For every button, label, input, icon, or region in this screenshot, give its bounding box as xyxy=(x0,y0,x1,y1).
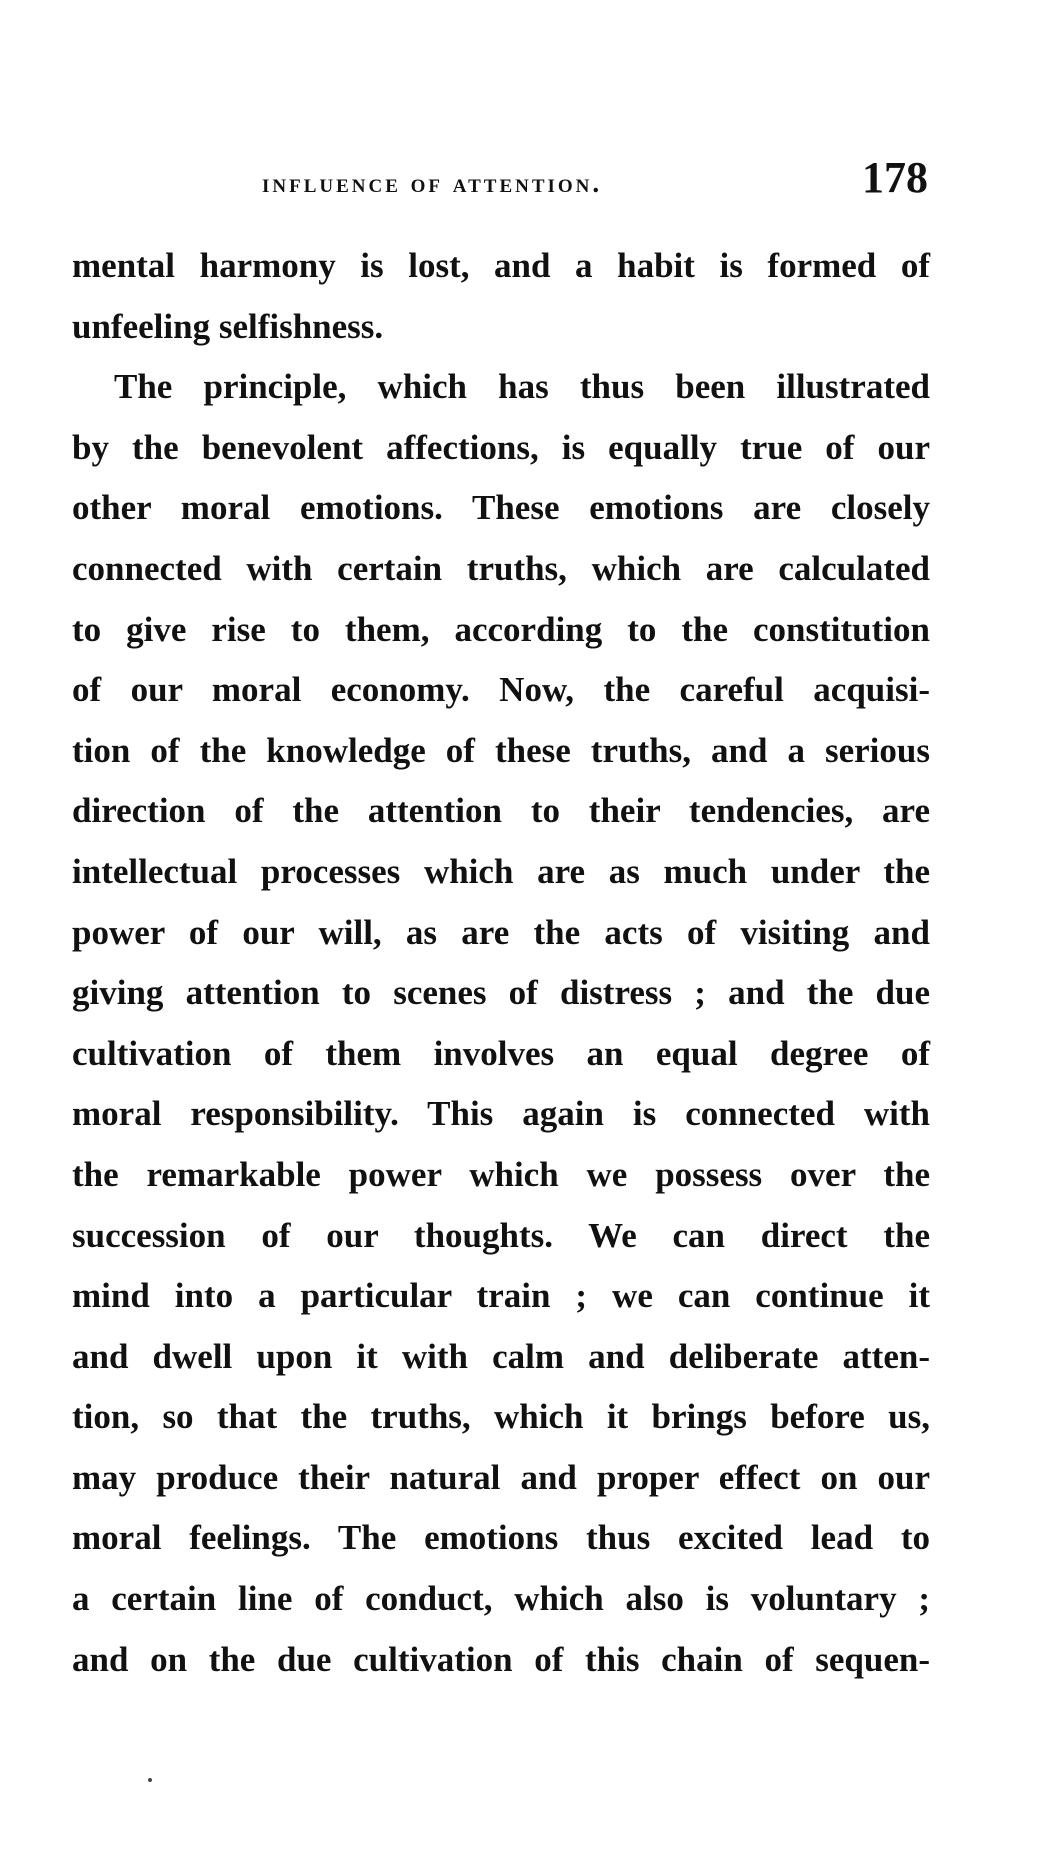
text-line: a certain line of conduct, which also is voluntary ; xyxy=(72,1579,930,1619)
text-line: succession of our thoughts. We can direct the xyxy=(72,1215,930,1255)
paragraph-start-line: The principle, which has thus been illustrated xyxy=(114,367,930,407)
text-line: connected with certain truths, which are calculated xyxy=(72,548,930,588)
text-line: mind into a particular train ; we can continue it xyxy=(72,1276,930,1316)
text-line: cultivation of them involves an equal degree of xyxy=(72,1033,930,1073)
text-line: of our moral economy. Now, the careful acquisi- xyxy=(72,670,930,710)
text-line: giving attention to scenes of distress ; and the due xyxy=(72,973,930,1013)
text-line: moral responsibility. This again is connected with xyxy=(72,1094,930,1134)
text-line: and on the due cultivation of this chain of sequen- xyxy=(72,1639,930,1679)
body-text xyxy=(72,236,930,1690)
print-speck xyxy=(148,1778,152,1782)
text-line: unfeeling selfishness. xyxy=(72,306,384,346)
text-line: intellectual processes which are as much under the xyxy=(72,851,930,891)
text-line: power of our will, as are the acts of visiting and xyxy=(72,912,930,952)
text-line: tion, so that the truths, which it brings before us, xyxy=(72,1397,930,1437)
running-title: influence of attention. xyxy=(262,168,603,198)
text-line: tion of the knowledge of these truths, and a serious xyxy=(72,730,930,770)
page-number: 178 xyxy=(862,153,928,202)
text-line: to give rise to them, according to the constitution xyxy=(72,609,930,649)
text-line: moral feelings. The emotions thus excited lead to xyxy=(72,1518,930,1558)
text-line: direction of the attention to their tendencies, are xyxy=(72,791,930,831)
text-line: other moral emotions. These emotions are closely xyxy=(72,488,930,528)
text-line: mental harmony is lost, and a habit is formed of xyxy=(72,246,930,285)
text-line: the remarkable power which we possess over the xyxy=(72,1154,930,1194)
text-line: and dwell upon it with calm and deliberate atten- xyxy=(72,1336,930,1376)
text-line: may produce their natural and proper effect on our xyxy=(72,1457,930,1497)
text-line: by the benevolent affections, is equally true of our xyxy=(72,427,930,467)
